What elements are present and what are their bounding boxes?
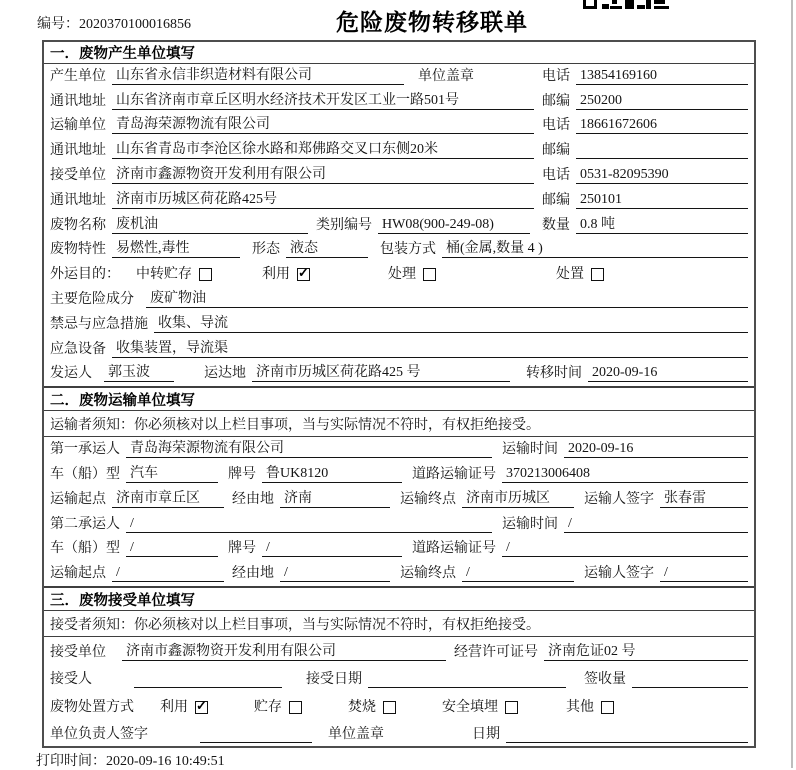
checkbox-icon: [195, 701, 208, 714]
checkbox-icon: [423, 268, 436, 281]
first-carrier-label: 第一承运人: [50, 442, 120, 458]
first-carrier-row: [44, 437, 754, 462]
road-license-label: 道路运输证号: [412, 541, 496, 557]
first-carrier-sign-value: 张春雷: [660, 487, 748, 508]
plate-label: 牌号: [228, 541, 256, 557]
vehicle-type-label: 车（船）型: [50, 541, 120, 557]
first-via-value: 济南: [280, 487, 390, 508]
disposal-method-row: [44, 692, 754, 720]
destination-label: 运达地: [204, 366, 246, 382]
purpose-transfer-label: 中转贮存: [136, 267, 192, 283]
purpose-dispose-option: [556, 263, 604, 283]
road-license-label: 道路运输证号: [412, 466, 496, 482]
transport-time-label: 运输时间: [502, 516, 558, 532]
packing-label: 包装方式: [380, 242, 436, 258]
disposal-store-option: [254, 696, 348, 716]
form-label: 形态: [252, 242, 280, 258]
form-value: 液态: [286, 237, 368, 258]
transporter-address-value: 山东省青岛市李沧区徐水路和郑佛路交叉口东侧20米: [112, 138, 534, 159]
transporter-row: [44, 114, 754, 139]
via-label: 经由地: [232, 491, 274, 507]
shipper-row: [44, 362, 754, 387]
receiver-row: [44, 163, 754, 188]
transporter-notice: 运输者须知：你必须核对以上栏目事项，当与实际情况不符时，有权拒绝接受。: [44, 411, 754, 437]
packing-value: 桶(金属,数量 4 ): [442, 237, 748, 258]
disposal-store-label: 贮存: [254, 699, 282, 715]
transporter-address-row: [44, 138, 754, 163]
serial-label: 编号：: [37, 17, 79, 32]
page-edge-divider: [791, 0, 793, 768]
quantity-value: 0.8 吨: [576, 213, 748, 234]
end-label: 运输终点: [400, 566, 456, 582]
head-sign-value: [200, 742, 312, 743]
disposal-use-option: [160, 696, 254, 716]
qr-code-icon: [583, 0, 669, 11]
disposal-landfill-label: 安全填埋: [442, 699, 498, 715]
waste-name-row: [44, 213, 754, 238]
zip-label: 邮编: [542, 93, 570, 109]
phone-label: 电话: [542, 68, 570, 84]
date-label: 日期: [472, 727, 500, 743]
purpose-label: 外运目的：: [50, 267, 120, 283]
transporter-zip-value: [576, 158, 748, 159]
carrier-sign-label: 运输人签字: [584, 566, 654, 582]
receiver-value: 济南市鑫源物资开发利用有限公司: [112, 163, 534, 184]
accept-unit-row: [44, 637, 754, 665]
second-carrier-sign-value: /: [660, 565, 748, 582]
disposal-landfill-option: [442, 696, 566, 716]
taboo-measures-label: 禁忌与应急措施: [50, 316, 148, 332]
taboo-measures-row: [44, 312, 754, 337]
purpose-use-option: [262, 263, 388, 283]
acceptor-label: 接受人: [50, 672, 92, 688]
second-transport-time-value: /: [564, 516, 748, 533]
zip-label: 邮编: [542, 143, 570, 159]
receiver-notice: 接受者须知：你必须核对以上栏目事项，当与实际情况不符时，有权拒绝接受。: [44, 611, 754, 637]
producer-value: 山东省永信非织造材料有限公司: [112, 64, 404, 85]
address-label: 通讯地址: [50, 143, 106, 159]
waste-name-value: 废机油: [112, 213, 308, 234]
origin-label: 运输起点: [50, 491, 106, 507]
disposal-burn-option: [348, 696, 442, 716]
producer-address-row: [44, 89, 754, 114]
page-title: 危险废物转移联单: [336, 9, 528, 35]
second-origin-value: /: [112, 565, 224, 582]
permit-label: 经营许可证号: [454, 644, 538, 660]
category-label: 类别编号: [316, 217, 372, 233]
transporter-phone-value: 18661672606: [576, 117, 748, 134]
print-time: [36, 750, 225, 770]
second-end-value: /: [462, 565, 574, 582]
producer-phone-value: 13854169160: [576, 68, 748, 85]
receiver-phone-value: 0531-82095390: [576, 167, 748, 184]
category-value: HW08(900-249-08): [378, 217, 530, 234]
first-vehicle-row: [44, 462, 754, 487]
date-value: [506, 742, 748, 743]
receiver-address-row: [44, 188, 754, 213]
accept-unit-label: 接受单位: [50, 644, 106, 660]
receiver-zip-value: 250101: [576, 192, 748, 209]
transfer-manifest-form: [42, 40, 756, 748]
via-label: 经由地: [232, 566, 274, 582]
waste-character-value: 易燃性,毒性: [112, 237, 240, 258]
second-route-row: [44, 561, 754, 586]
checkbox-icon: [505, 701, 518, 714]
second-vehicle-type-value: /: [126, 540, 218, 557]
destination-value: 济南市历城区荷花路425 号: [252, 361, 510, 382]
head-sign-row: [44, 720, 754, 748]
accept-date-label: 接受日期: [306, 672, 362, 688]
section2-header: 二．废物运输单位填写: [44, 386, 754, 411]
accept-unit-value: 济南市鑫源物资开发利用有限公司: [122, 640, 446, 661]
second-carrier-label: 第二承运人: [50, 516, 120, 532]
first-vehicle-type-value: 汽车: [126, 462, 218, 483]
plate-label: 牌号: [228, 466, 256, 482]
purpose-row: [44, 262, 754, 287]
zip-label: 邮编: [542, 192, 570, 208]
first-end-value: 济南市历城区: [462, 487, 574, 508]
address-label: 通讯地址: [50, 93, 106, 109]
disposal-method-label: 废物处置方式: [50, 699, 134, 715]
end-label: 运输终点: [400, 491, 456, 507]
purpose-treat-label: 处理: [388, 267, 416, 283]
serial-value: 2020370100016856: [79, 17, 191, 32]
phone-label: 电话: [542, 167, 570, 183]
transport-time-label: 运输时间: [502, 442, 558, 458]
disposal-other-label: 其他: [566, 699, 594, 715]
checkbox-icon: [601, 701, 614, 714]
first-road-license-value: 370213006408: [502, 466, 748, 483]
purpose-transfer-option: [136, 263, 262, 283]
receiver-label: 接受单位: [50, 167, 106, 183]
transporter-label: 运输单位: [50, 118, 106, 134]
hazard-components-value: 废矿物油: [146, 287, 748, 308]
purpose-dispose-label: 处置: [556, 267, 584, 283]
producer-label: 产生单位: [50, 68, 106, 84]
first-plate-value: 鲁UK8120: [262, 462, 402, 483]
waste-character-row: [44, 238, 754, 263]
emergency-equipment-value: 收集装置，导流渠: [112, 337, 748, 358]
second-carrier-value: /: [126, 516, 492, 533]
checkbox-icon: [591, 268, 604, 281]
second-plate-value: /: [262, 540, 402, 557]
shipper-value: 郭玉波: [104, 361, 174, 382]
disposal-burn-label: 焚烧: [348, 699, 376, 715]
acceptor-row: [44, 665, 754, 693]
checkbox-icon: [289, 701, 302, 714]
first-origin-value: 济南市章丘区: [112, 487, 224, 508]
section3-header: 三．废物接受单位填写: [44, 586, 754, 611]
vehicle-type-label: 车（船）型: [50, 466, 120, 482]
received-qty-value: [632, 687, 748, 688]
unit-seal-label: 单位盖章: [418, 68, 474, 84]
transfer-time-value: 2020-09-16: [588, 365, 748, 382]
unit-seal-label: 单位盖章: [328, 727, 384, 743]
second-road-license-value: /: [502, 540, 748, 557]
second-via-value: /: [280, 565, 390, 582]
hazard-components-row: [44, 287, 754, 312]
producer-row: [44, 64, 754, 89]
carrier-sign-label: 运输人签字: [584, 491, 654, 507]
waste-character-label: 废物特性: [50, 242, 106, 258]
first-route-row: [44, 487, 754, 512]
address-label: 通讯地址: [50, 192, 106, 208]
disposal-other-option: [566, 696, 614, 716]
disposal-use-label: 利用: [160, 699, 188, 715]
first-transport-time-value: 2020-09-16: [564, 441, 748, 458]
checkbox-icon: [199, 268, 212, 281]
acceptor-value: [134, 687, 282, 688]
transfer-time-label: 转移时间: [526, 366, 582, 382]
receiver-address-value: 济南市历城区荷花路425号: [112, 188, 534, 209]
section1-header: 一．废物产生单位填写: [44, 42, 754, 64]
print-time-value: 2020-09-16 10:49:51: [106, 754, 225, 769]
second-vehicle-row: [44, 537, 754, 562]
checkbox-icon: [297, 268, 310, 281]
hazard-components-label: 主要危险成分: [50, 291, 134, 307]
producer-address-value: 山东省济南市章丘区明水经济技术开发区工业一路501号: [112, 89, 534, 110]
quantity-label: 数量: [542, 217, 570, 233]
phone-label: 电话: [542, 118, 570, 134]
permit-value: 济南危证02 号: [544, 640, 748, 661]
received-qty-label: 签收量: [584, 672, 626, 688]
shipper-label: 发运人: [50, 366, 92, 382]
first-carrier-value: 青岛海荣源物流有限公司: [126, 437, 492, 458]
origin-label: 运输起点: [50, 566, 106, 582]
second-carrier-row: [44, 512, 754, 537]
print-time-label: 打印时间：: [36, 754, 106, 769]
taboo-measures-value: 收集、导流: [154, 312, 748, 333]
emergency-equipment-row: [44, 337, 754, 362]
serial-number: [37, 13, 191, 33]
producer-zip-value: 250200: [576, 93, 748, 110]
transporter-value: 青岛海荣源物流有限公司: [112, 113, 534, 134]
checkbox-icon: [383, 701, 396, 714]
purpose-use-label: 利用: [262, 267, 290, 283]
purpose-treat-option: [388, 263, 556, 283]
head-sign-label: 单位负责人签字: [50, 727, 148, 743]
emergency-equipment-label: 应急设备: [50, 341, 106, 357]
accept-date-value: [368, 687, 566, 688]
waste-name-label: 废物名称: [50, 217, 106, 233]
